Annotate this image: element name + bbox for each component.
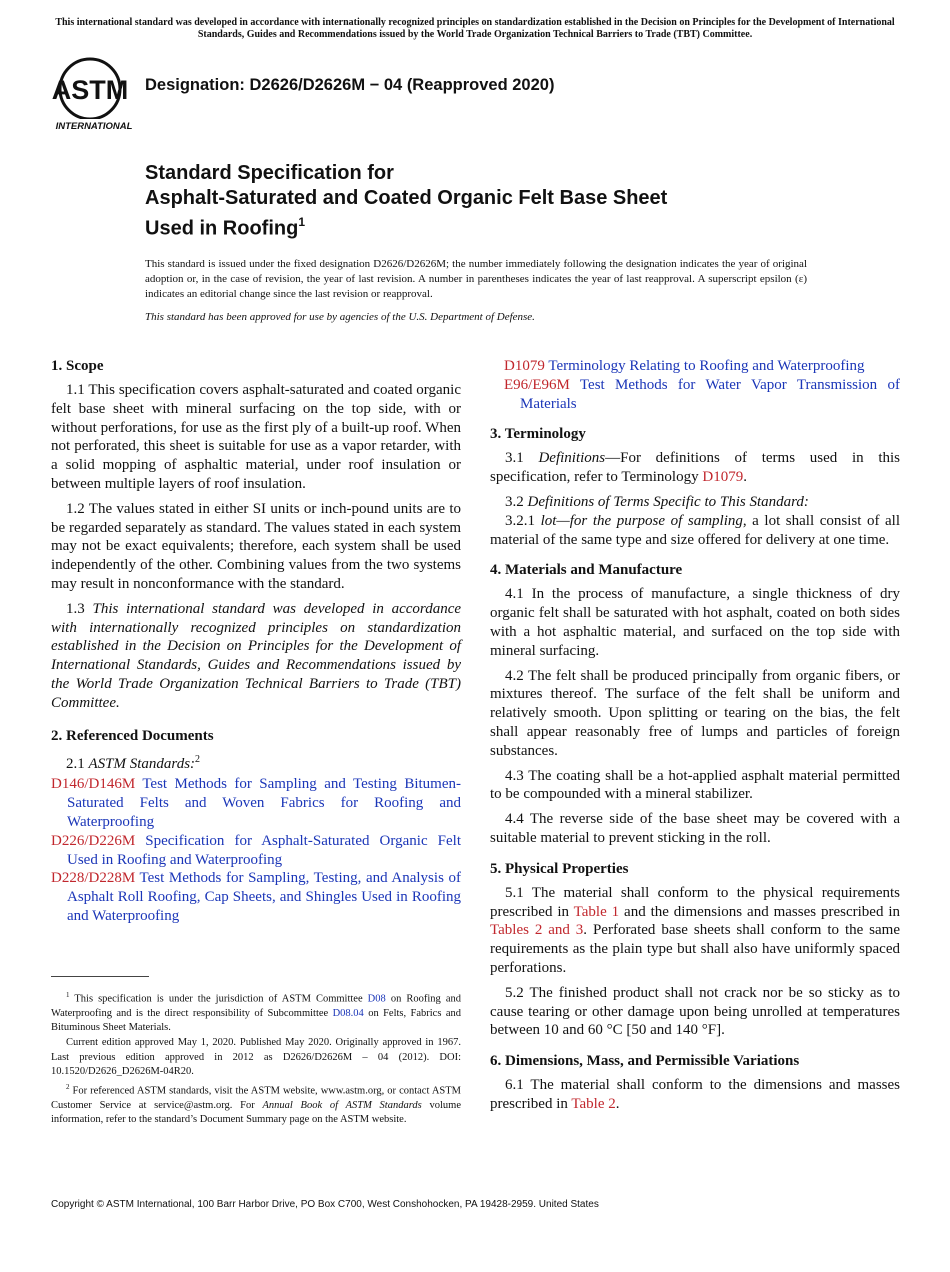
footnote-2-text: For referenced ASTM standards, visit the ASTM website, www.astm.org, or contact ASTM Customer Service at service@astm.org. For [51,1085,461,1112]
designation: Designation: D2626/D2626M − 04 (Reapproved 2020) [145,76,555,94]
committee-link[interactable]: D08 [367,993,386,1005]
international-standard-notice: This international standard was developed in accordance with internationally recognized principles on standardization established in the Decision on Principles for the Development of International Standards, Guides and Recommendations issued by the World Trade Organization Technical Barriers to Trade (TBT) Committee. [55,17,895,40]
paragraph-3-2-1-text: , a lot shall consist of all material of the same type and size offered for delivery at one time. [490,512,900,548]
table-1-link[interactable]: Table 1 [573,903,620,920]
paragraph-5-2: 5.2 The finished product shall not crack nor be so sticky as to cause tearing or other damage upon being unrolled at temperatures between 10 and 60 °C [50 and 140 °F]. [490,984,900,1039]
astm-logo [52,55,136,133]
title-line-1: Standard Specification for [145,162,394,184]
footnote-1-text: on Felts, Fabrics and Bituminous Sheet Materials. [51,1007,461,1034]
section-heading-dimensions: 6. Dimensions, Mass, and Permissible Variations [490,1053,800,1070]
terminology-link[interactable]: D1079 [702,469,744,486]
reference-title-link[interactable]: Test Methods for Sampling and Testing Bitumen-Saturated Felts and Woven Fabrics for Roofing and Waterproofing [67,776,461,830]
title-line-3 [145,211,825,242]
astm-standards-label: ASTM Standards: [88,755,196,772]
reference-item [51,869,461,925]
paragraph-5-1-text: . Perforated base sheets shall conform to the same requirements as the plain type but shall also have uniformly spaced perforations. [490,922,900,976]
reference-code-link[interactable]: D226/D226M [51,832,136,849]
copyright-notice: Copyright © ASTM International, 100 Barr Harbor Drive, PO Box C700, West Conshohocken, PA 19428-2959. United States [51,1199,599,1210]
paragraph-number: 3.1 [505,450,524,467]
paragraph-3-2-text: Definitions of Terms Specific to This Standard: [527,493,809,510]
reference-list-continued [504,357,900,413]
logo-wordmark: ASTM [52,75,129,105]
punctuation: . [743,469,747,486]
paragraph-1-3-text: This international standard was developed in accordance with internationally recognized principles on standardization established in the Decision on Principles for the Development of International Standards, Guides and Recommendations issued by the World Trade Organization Technical Barriers to Trade (TBT) Committee. [51,600,462,711]
reference-title-link[interactable]: Terminology Relating to Roofing and Waterproofing [548,358,865,374]
punctuation: . [615,1095,620,1112]
paragraph-5-1-text: 5.1 The material shall conform to the physical requirements prescribed in [490,884,900,920]
footnote-2 [51,1080,461,1127]
footnote-2-mark: 2 [66,1083,70,1092]
right-column [490,357,900,1120]
footnote-1-edition: Current edition approved May 1, 2020. Published May 2020. Originally approved in 1967. Last previous edition approved in 2012 as D2626/D2626M – 04 (2012). DOI: 10.1520/D2626_D2626M-04R20. [51,1037,461,1077]
table-2-link[interactable]: Table 2 [571,1095,616,1112]
tables-2-3-link[interactable]: Tables 2 and 3 [490,922,584,939]
term-lot: lot—for the purpose of sampling [540,512,743,529]
footnote-2-italic: Annual Book of ASTM Standards [262,1100,422,1112]
section-heading-physical-properties: 5. Physical Properties [490,860,629,877]
reference-item [51,832,461,870]
paragraph-5-1-text: and the dimensions and masses prescribed in [619,903,900,920]
paragraph-4-1: 4.1 In the process of manufacture, a single thickness of dry organic felt shall be saturated with hot asphalt, coated on both sides with a hot asphaltic material, and surfaced on the top side with mineral surfacing. [490,586,900,659]
reference-item [504,376,900,414]
paragraph-1-2: 1.2 The values stated in either SI units or inch-pound units are to be regarded separately as standard. The values stated in each system may not be exact equivalents; therefore, each system shall be used independently of the other. Combining values from the two systems may result in nonconformance with the standard. [51,500,461,592]
paragraph-3-2 [490,493,900,512]
paragraph-number: 3.2 [505,493,524,510]
reference-item [504,357,900,376]
paragraph-3-1 [490,449,900,487]
footnote-2-text: volume information, refer to the standard’s Document Summary page on the ASTM website. [51,1100,461,1126]
logo-subtitle: INTERNATIONAL [55,121,133,132]
section-heading-scope: 1. Scope [51,358,104,374]
paragraph-4-4: 4.4 The reverse side of the base sheet may be covered with a suitable material to prevent sticking in the roll. [490,811,900,846]
reference-title-link[interactable]: Test Methods for Water Vapor Transmission of Materials [520,376,900,412]
section-heading-referenced-documents: 2. Referenced Documents [51,727,214,744]
footnotes [51,988,461,1129]
paragraph-3-1-text: —For definitions of terms used in this specification, refer to Terminology [490,450,900,486]
title-footnote-mark: 1 [298,215,306,229]
paragraph-number: 3.2.1 [505,512,535,529]
reference-code-link[interactable]: E96/E96M [504,376,570,393]
issue-note: This standard is issued under the fixed designation D2626/D2626M; the number immediately following the designation indicates the year of original adoption or, in the case of revision, the year of last revision. A number in parentheses indicates the year of last reapproval. A superscript epsilon (ε) indicates an editorial change since the last revision or reapproval. [145,258,807,300]
paragraph-number: 1.3 [66,600,85,617]
paragraph-number: 2.1 [66,755,85,772]
footnote-divider [51,976,149,977]
footnote-1-text: on Roofing and Waterproofing and is the direct responsibility of Subcommittee [51,993,461,1019]
reference-code-link[interactable]: D146/D146M [51,776,136,793]
footnote-mark-2: 2 [195,753,201,765]
footnote-1-text: This specification is under the jurisdiction of ASTM Committee [74,993,368,1005]
title-line-2: Asphalt-Saturated and Coated Organic Felt Base Sheet [145,187,668,209]
paragraph-1-3 [51,600,461,713]
document-title [145,161,825,242]
left-column [51,357,461,926]
term-definitions: Definitions [538,450,606,467]
paragraph-4-3: 4.3 The coating shall be a hot-applied asphalt material permitted to be compounded with a mineral stabilizer. [490,767,900,803]
reference-title-link[interactable]: Specification for Asphalt-Saturated Organic Felt Used in Roofing and Waterproofing [67,832,462,868]
paragraph-5-1 [490,884,900,978]
reference-code-link[interactable]: D1079 [504,358,545,374]
footnote-1 [51,988,461,1035]
reference-item [51,775,461,831]
paragraph-6-1-text: 6.1 The material shall conform to the dimensions and masses prescribed in [490,1077,900,1112]
paragraph-2-1 [51,751,461,774]
paragraph-6-1 [490,1076,900,1114]
section-heading-terminology: 3. Terminology [490,426,586,443]
subcommittee-link[interactable]: D08.04 [332,1007,364,1019]
footnote-1-mark: 1 [66,991,70,999]
paragraph-1-1: 1.1 This specification covers asphalt-saturated and coated organic felt base sheet with mineral surfacing on the top side, with or without perforations, for use as the first ply of a built-up roof. When not perforated, this sheet is suitable for use as a vapor retarder, with a solid mopping of asphaltic material, under roof insulation or between multiple layers of roof insulation. [51,382,461,492]
reference-title-link[interactable]: Test Methods for Sampling, Testing, and Analysis of Asphalt Roll Roofing, Cap Sheets, and Shingles Used in Roofing and Waterproofing [67,870,461,924]
section-heading-materials: 4. Materials and Manufacture [490,562,683,579]
title-line-3-text: Used in Roofing [145,217,299,240]
reference-code-link[interactable]: D228/D228M [51,870,136,887]
paragraph-3-2-1 [490,512,900,550]
paragraph-4-2: 4.2 The felt shall be produced principally from organic fibers, or mixtures thereof. The surface of the felt shall be uniform and relatively smooth. Upon splitting or tearing on the bias, the felt shall appear reasonably free of lumps and particles of foreign substances. [490,667,900,759]
dod-approval-note: This standard has been approved for use by agencies of the U.S. Department of Defense. [145,311,535,323]
